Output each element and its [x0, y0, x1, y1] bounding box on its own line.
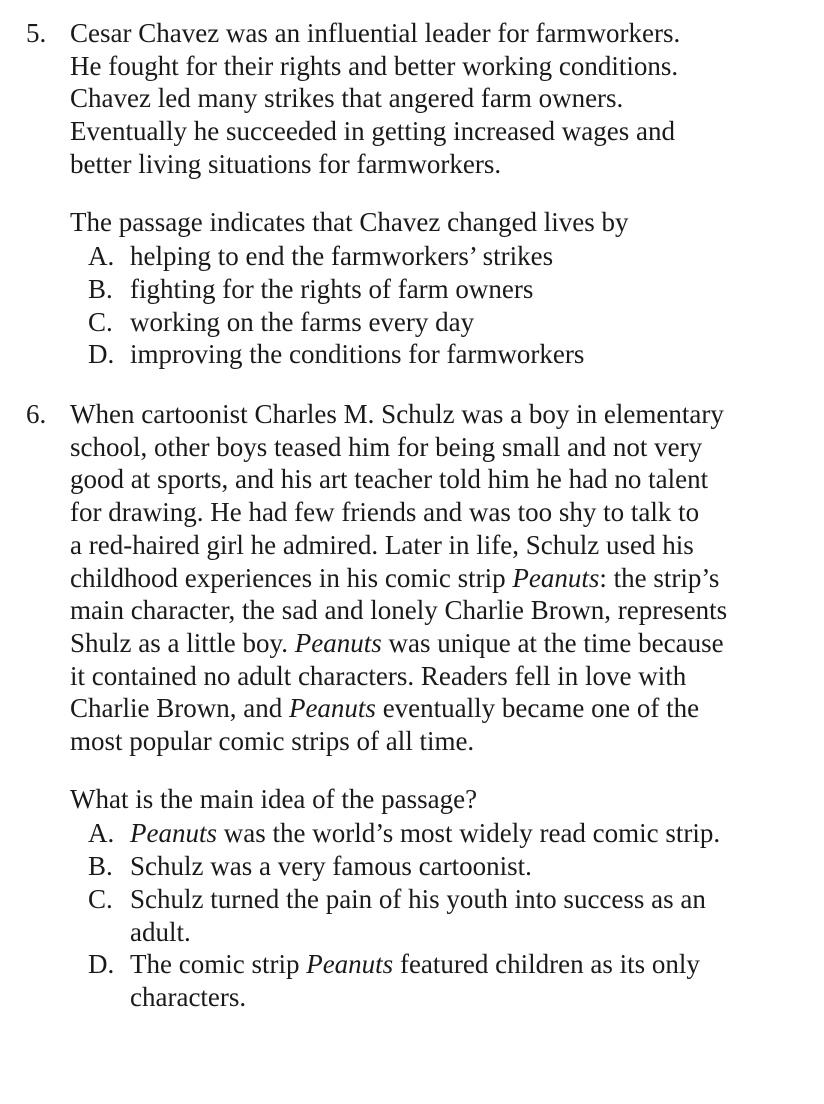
choice-text: fighting for the rights of farm owners — [130, 273, 534, 304]
answer-choice-d[interactable] — [70, 338, 815, 371]
passage-text: Shulz as a little boy. — [70, 627, 295, 658]
answer-choice-c[interactable] — [70, 306, 815, 339]
answer-choice-c[interactable] — [70, 883, 815, 948]
passage-line: for drawing. He had few friends and was too shy to talk to — [70, 497, 700, 528]
choice-letter: C. — [88, 883, 113, 914]
passage-line — [70, 562, 815, 595]
choice-letter: C. — [88, 306, 113, 337]
passage-text: : the strip’s — [599, 562, 720, 593]
choice-letter: D. — [88, 949, 115, 980]
choice-letter: B. — [88, 273, 113, 304]
passage-text: Charlie Brown, and — [70, 693, 289, 724]
question-prompt: What is the main idea of the passage? — [70, 783, 478, 814]
passage-line: Eventually he succeeded in getting increased wages and — [70, 116, 676, 147]
passage-line: When cartoonist Charles M. Schulz was a boy in elementary — [70, 399, 724, 429]
passage-line — [70, 692, 815, 725]
question-number: 5. — [26, 18, 47, 48]
passage — [70, 398, 815, 758]
passage-line: Chavez led many strikes that angered farm owners. — [70, 83, 624, 114]
answer-choice-d[interactable] — [70, 948, 815, 1013]
choice-text-rest: was the world’s most widely read comic strip. — [217, 818, 721, 849]
comic-title: Peanuts — [512, 562, 600, 593]
question-number: 6. — [26, 399, 47, 429]
passage-text: childhood experiences in his comic strip — [70, 562, 513, 593]
comic-title: Peanuts — [294, 627, 382, 658]
passage — [70, 17, 815, 181]
answer-choice-a[interactable] — [70, 240, 815, 273]
passage-text: eventually became one of the — [375, 693, 700, 724]
passage-line: school, other boys teased him for being small and not very — [70, 431, 703, 462]
passage-text: was unique at the time because — [381, 627, 724, 658]
choice-letter: B. — [88, 851, 113, 882]
passage-line: He fought for their rights and better working conditions. — [70, 50, 679, 81]
choice-text-part: featured children as its only characters. — [130, 949, 700, 1012]
choice-letter: A. — [88, 241, 115, 272]
passage-line: good at sports, and his art teacher told him he had no talent — [70, 464, 709, 495]
passage-line: main character, the sad and lonely Charlie Brown, represents — [70, 595, 728, 626]
passage-line: a red-haired girl he admired. Later in life, Schulz used his — [70, 529, 694, 560]
comic-title: Peanuts — [306, 949, 394, 980]
answer-choices — [70, 240, 815, 371]
choice-text — [130, 948, 770, 1013]
answer-choice-a[interactable] — [70, 817, 815, 850]
passage-line: it contained no adult characters. Readers fell in love with — [70, 660, 687, 691]
choice-text: Schulz was a very famous cartoonist. — [130, 851, 532, 882]
answer-choice-b[interactable] — [70, 850, 815, 883]
answer-choice-b[interactable] — [70, 273, 815, 306]
passage-line — [70, 627, 815, 660]
choice-letter: A. — [88, 818, 115, 849]
question-prompt: The passage indicates that Chavez changed lives by — [70, 206, 629, 237]
choice-text: helping to end the farmworkers’ strikes — [130, 241, 554, 272]
comic-title: Peanuts — [130, 818, 217, 849]
passage-line: most popular comic strips of all time. — [70, 726, 475, 757]
choice-text-part: The comic strip — [130, 949, 307, 980]
choice-letter: D. — [88, 339, 115, 370]
choice-text — [130, 817, 815, 850]
choice-text: working on the farms every day — [130, 306, 475, 337]
passage-line: Cesar Chavez was an influential leader for farmworkers. — [70, 18, 681, 48]
choice-text: Schulz turned the pain of his youth into success as an adult. — [130, 883, 706, 947]
answer-choices — [70, 817, 815, 1013]
choice-text: improving the conditions for farmworkers — [130, 339, 585, 370]
comic-title: Peanuts — [288, 693, 376, 724]
passage-line: better living situations for farmworkers. — [70, 148, 502, 179]
